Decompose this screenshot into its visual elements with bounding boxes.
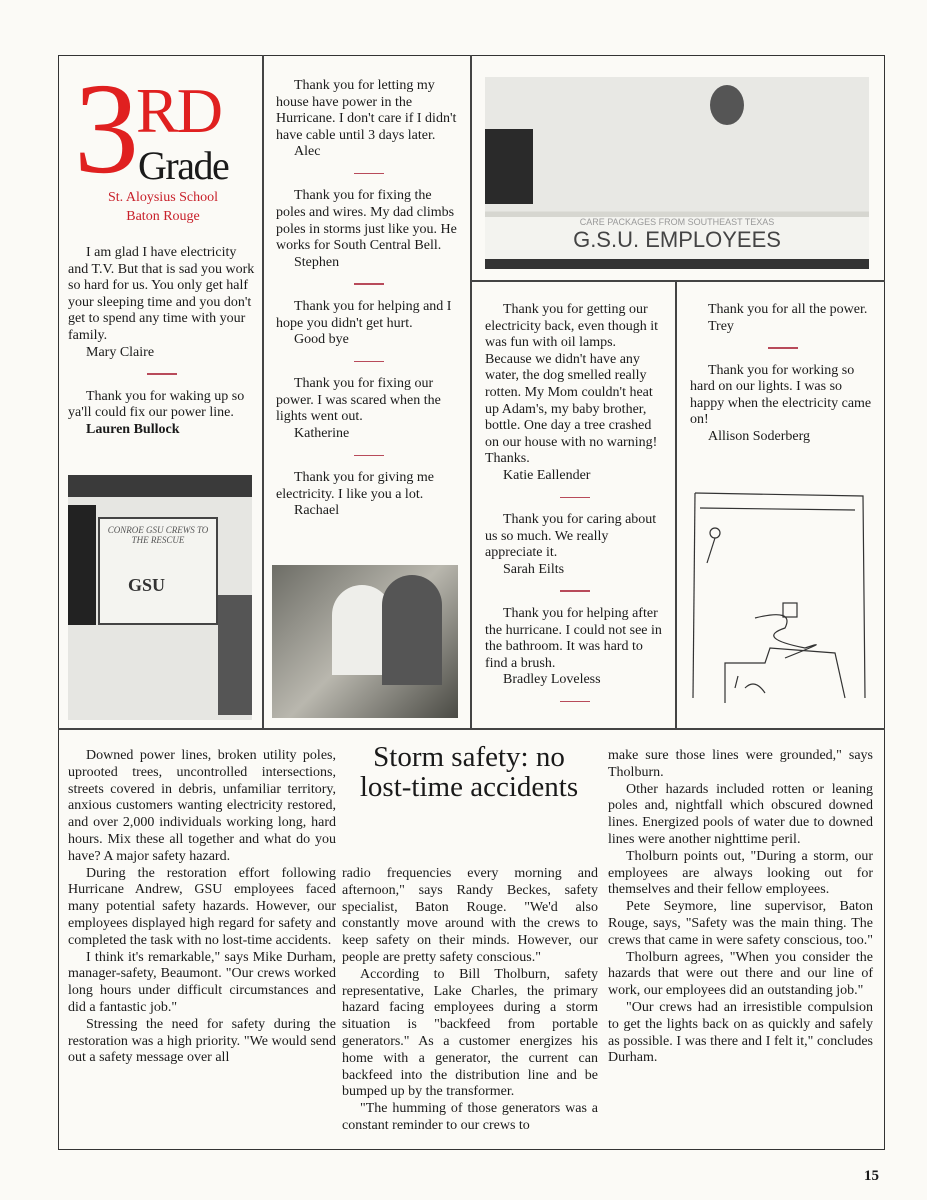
article-col-3: make sure those lines were grounded," says Tholburn. Other hazards included rotten or leaning poles and, nightfall which obscured downed lines. Energized pools of water due to downed lines were another nighttime peril. Tholburn points out, "During a storm, our employees are always looking out for themselves and their fellow employees. Pete Seymore, line supervisor, Baton Rouge, says, "Safety was the main thing. The crews that came in were safety conscious, too." Tholburn agrees, "When you consider the hazards that were out there and our line of work, our employees did an outstanding job." "Our crews had an irresistible compulsion to get the lights back on as quickly and safely as possible. I was there and I felt it," concludes Durham. — [608, 748, 874, 1066]
page-number: 15 — [864, 1168, 879, 1184]
grade-label: Grade — [138, 143, 229, 188]
divider — [470, 55, 472, 728]
letters-col-1: I am glad I have electricity and T.V. But that is sad you work so hard for us. You only get half your sleeping time and you don't get to spend any time with your family. Mary Claire Thank you for waking up so ya'll could fix our power line. Lauren Bullock — [68, 245, 255, 437]
van-photo: CONROE GSU CREWS TO THE RESCUE GSU — [68, 475, 252, 720]
article-col-2: radio frequencies every morning and afternoon," says Randy Beckes, safety specialist, Baton Rouge. "We'd also constantly move around with the crews to keep safety on their minds. However, our people are pretty safety conscious." According to Bill Tholburn, safety representative, Lake Charles, the primary hazard facing employees during a storm situation is "backfeed from portable generators." As a customer energizes his home with a generator, the current can backfeed into the distribution line and be bumped up by the transformer. "The humming of those generators was a constant reminder to our crews to — [342, 866, 598, 1133]
school-name: St. Aloysius School Baton Rouge — [107, 190, 219, 224]
article-headline: Storm safety: no lost-time accidents — [359, 741, 579, 803]
letters-col-4: Thank you for all the power. Trey Thank you for working so hard on our lights. I was so happy when the electricity came on! Allison Soderberg — [690, 302, 872, 445]
divider — [58, 728, 885, 730]
grade-suffix: RD — [136, 75, 221, 146]
grade-number: 3 — [74, 57, 139, 201]
letters-col-3: Thank you for getting our electricity back, even though it was fun with oil lamps. Because we didn't have any water, the dog smelled really rotten. My Mom couldn't heat up Adam's, my baby brother, bottle. One day a tree crashed on our house with no warning! Thanks. Katie Eallender Thank you for caring about us so much. We really appreciate it. Sarah Eilts Thank you for helping after the hurricane. I could not see in the bathroom. It was hard to find a brush. Bradley Loveless — [485, 302, 665, 716]
child-drawing — [685, 488, 870, 706]
gsu-employees-photo: CARE PACKAGES FROM SOUTHEAST TEXAS G.S.U. EMPLOYEES — [485, 77, 869, 269]
divider — [675, 280, 677, 728]
letters-col-2: Thank you for letting my house have power in the Hurricane. I don't care if I didn't have cable until 3 days later. Alec Thank you for fixing the poles and wires. My dad climbs poles in storms just like you. He works for South Central Bell. Stephen Thank you for helping and I hope you didn't get hurt. Good bye Thank you for fixing our power. I was scared when the lights went out. Katherine Thank you for giving me electricity. I like you a lot. Rachael — [276, 78, 457, 519]
divider — [262, 55, 264, 728]
article-col-1: Downed power lines, broken utility poles, uprooted trees, uncontrolled intersections, streets covered in debris, unfamiliar territory, anxious customers wanting electricity restored, and over 2,000 individuals working long, hard hours. Mix these all together and what do you have? A major safety hazard. During the restoration effort following Hurricane Andrew, GSU employees faced many potential safety hazards. However, our employees displayed high regard for safety and completed the task with no lost-time accidents. I think it's remarkable," says Mike Durham, manager-safety, Beaumont. "Our crews worked long hours under difficult circumstances and did a fantastic job." Stressing the need for safety during the restoration was a high priority. "We would send out a safety message over all — [68, 748, 336, 1066]
divider — [470, 280, 885, 282]
crew-photo — [272, 565, 458, 718]
